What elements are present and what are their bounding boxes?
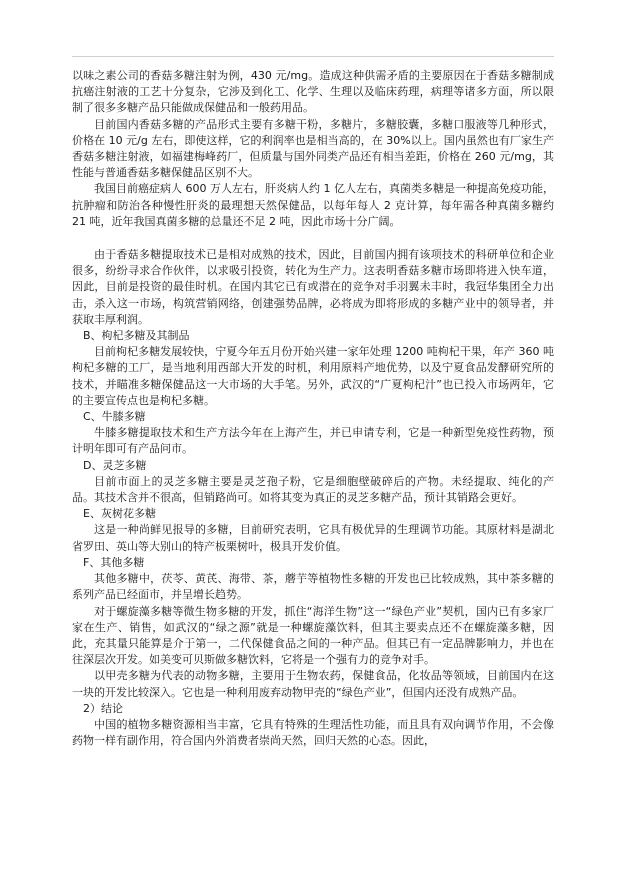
paragraph: 目前枸杞多糖发展较快，宁夏今年五月份开始兴建一家年处理 1200 吨枸杞干果，年产 360 吨枸杞多糖的工厂，是当地利用西部大开发的时机，利用原料产地优势，以及宁夏食品发酵研究所的技术，并瞄准多糖保健品这一大市场的大手笔。另外，武汉的“广夏枸杞汁”也已投入市场两年，它的主要宣传点也是枸杞多糖。 xyxy=(72,345,554,407)
paragraph: 其他多糖中，茯苓、黄芪、海带、茶，蘑芋等植物性多糖的开发也已比较成熟，其中茶多糖的系列产品已经面市，并呈增长趋势。 xyxy=(72,572,554,602)
blank-line xyxy=(72,230,554,247)
paragraph: 目前市面上的灵芝多糖主要是灵芝孢子粉，它是细胞壁破碎后的产物。未经提取、纯化的产品。其技术含并不很高，但销路尚可。如将其变为真正的灵芝多糖产品，预计其销路会更好。 xyxy=(72,474,554,505)
header-rule xyxy=(72,56,554,57)
paragraph: 以味之素公司的香菇多糖注射为例，430 元/mg。造成这种供需矛盾的主要原因在于香菇多糖制成抗癌注射液的工艺十分复杂，它涉及到化工、化学、生理以及临床药理，病理等诸多方面，所以限制了很多多糖产品只能做成保健品和一般药用品。 xyxy=(72,69,554,115)
paragraph: 这是一种尚鲜见报导的多糖，目前研究表明，它具有极优异的生理调节功能。其原材料是湖北省罗田、英山等大别山的特产板栗树叶，极具开发价值。 xyxy=(72,523,554,553)
section-heading-c: C、牛膝多糖 xyxy=(83,410,146,424)
document-body xyxy=(72,68,554,749)
section-heading-b: B、枸杞多糖及其制品 xyxy=(83,329,190,343)
paragraph: 我国目前癌症病人 600 万人左右，肝炎病人约 1 亿人左右，真菌类多糖是一种提高免疫功能，抗肿瘤和防治各种慢性肝炎的最理想天然保健品，以每年每人 2 克计算，每年需各种真菌多糖约 21 吨，近年我国真菌多糖的总量还不足 2 吨，因此市场十分广阔。 xyxy=(72,182,554,228)
paragraph: 对于螺旋藻多糖等微生物多糖的开发，抓住“海洋生物”这一“绿色产业”契机，国内已有多家厂家在生产、销售，如武汉的“绿之源”就是一种螺旋藻饮料，但其主要卖点还不在螺旋藻多糖，因此，充其量只能算是介于第一，二代保健食品之间的一种产品。但其已有一定品牌影响力，并也在往深层次开发。如美变可贝斯做多糖饮料，它将是一个强有力的竞争对手。 xyxy=(72,604,554,667)
conclusion-heading: 2）结论 xyxy=(83,701,123,715)
paragraph: 中国的植物多糖资源相当丰富，它具有特殊的生理活性功能，而且具有双向调节作用，不会像药物一样有副作用，符合国内外消费者崇尚天然，回归天然的心态。因此， xyxy=(72,717,554,748)
paragraph: 以甲壳多糖为代表的动物多糖，主要用于生物农药，保健食品，化妆品等领域，目前国内在这一块的开发比较深入。它也是一种利用废弃动物甲壳的“绿色产业”，但国内还没有成熟产品。 xyxy=(72,669,554,699)
section-heading-d: D、灵芝多糖 xyxy=(83,458,147,472)
section-heading-f: F、其他多糖 xyxy=(83,555,145,569)
paragraph: 牛膝多糖提取技术和生产方法今年在上海产生，并已申请专利，它是一种新型免疫性药物，预计明年即可有产品问市。 xyxy=(72,426,554,456)
paragraph: 由于香菇多糖提取技术已是相对成熟的技术，因此，目前国内拥有该项技术的科研单位和企业很多，纷纷寻求合作伙伴，以求吸引投资，转化为生产力。这表明香菇多糖市场即将进入快车道，因此，目前是投资的最佳时机。在国内其它已有或潜在的竞争对手羽翼未丰时，我冠华集团全力出击，杀入这一市场，构筑营销网络，创建强势品牌，必将成为即将形成的多糖产业中的领导者，并获取丰厚利润。 xyxy=(72,248,554,326)
paragraph: 目前国内香菇多糖的产品形式主要有多糖干粉，多糖片，多糖胶囊，多糖口服液等几种形式，价格在 10 元/g 左右，即使这样，它的利润率也是相当高的，在 30%以上。国内虽然也有厂家生产香菇多糖注射液，如福建梅峰药厂，但质量与国外同类产品还有相当差距，价格在 260 元/mg，其性能与普通香菇多糖保健品区别不大。 xyxy=(72,117,554,180)
section-heading-e: E、灰树花多糖 xyxy=(83,507,156,521)
